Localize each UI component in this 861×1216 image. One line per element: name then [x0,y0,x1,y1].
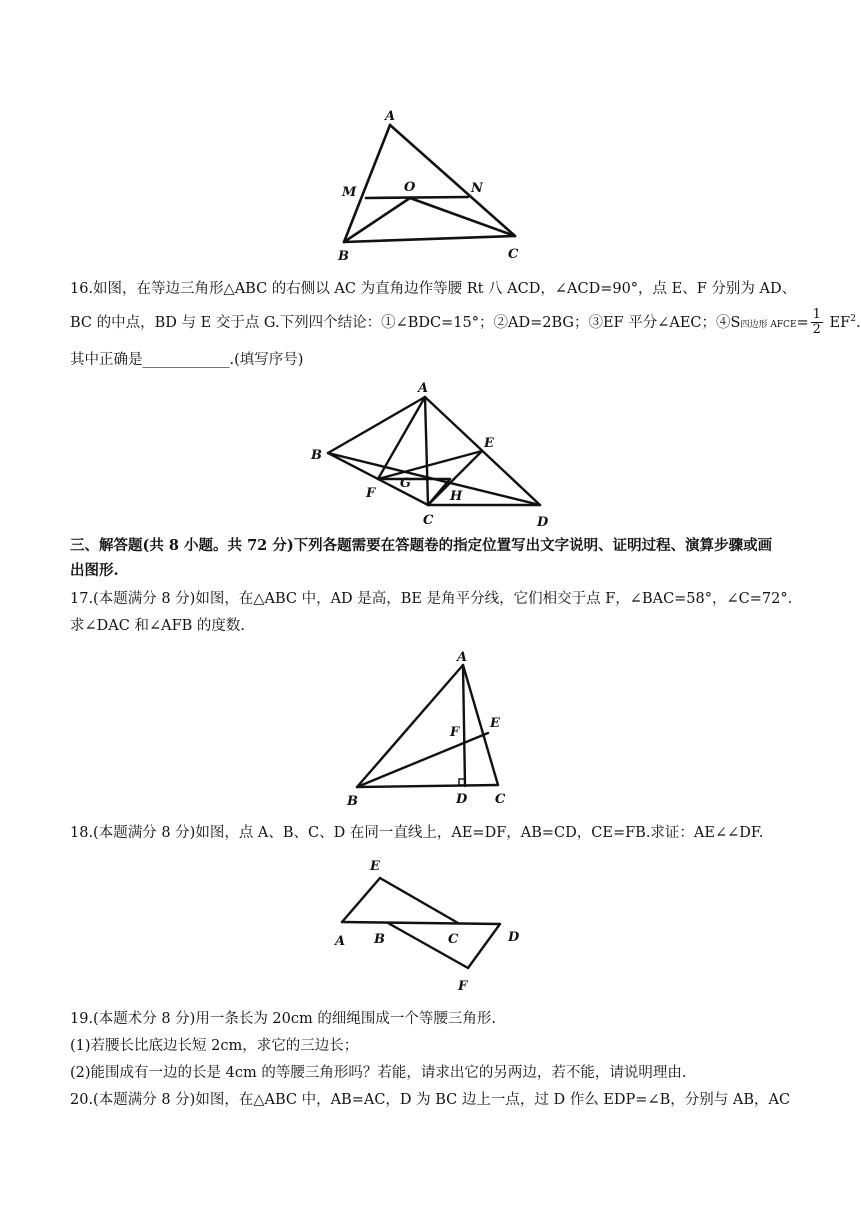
label-a: A [457,650,468,665]
label-a: A [385,109,396,124]
figure-16 [300,375,560,530]
fraction-one-half: $\frac{1}{2}$ [812,307,821,338]
q18-line-1: 18.(本题满分 8 分)如图，点 A、B、C、D 在同一直线上，AE=DF，AB=CD，CE=FB.求证：AE∠∠DF. [70,825,764,841]
label-g: G [400,476,412,491]
q19-line-2: (1)若腰长比底边长短 2cm，求它的三边长； [70,1038,359,1054]
segment-bc [357,785,498,787]
label-m: M [342,185,357,200]
label-d: D [537,515,549,530]
label-b: B [374,932,385,947]
figure-15 [330,100,540,270]
label-d: D [456,792,468,807]
q20-line-1: 20.(本题满分 8 分)如图，在△ABC 中，AB=AC，D 为 BC 边上一点，过 D 作么 EDP=∠B，分别与 AB，AC [70,1092,791,1108]
label-c: C [495,792,506,807]
label-b: B [338,249,349,264]
section-3-heading: 三、解答题(共 8 小题。共 72 分)下列各题需要在答题卷的指定位置写出文字说明、证明过程、演算步骤或画 [70,537,773,554]
label-h: H [450,489,463,504]
label-f: F [458,979,468,994]
segment-hc [428,479,450,505]
label-d: D [508,930,520,945]
segment-ac [425,397,428,505]
label-e: E [484,436,494,451]
segment-ec [380,878,458,923]
label-a: A [418,381,429,396]
label-c: C [448,932,459,947]
q16-line-1: 16.如图，在等边三角形△ABC 的右侧以 AC 为直角边作等腰 Rt 八 ACD，∠ACD=90°，点 E、F 分别为 AD、 [70,281,797,297]
label-b: B [311,448,322,463]
segment-mn [366,197,468,198]
label-o: O [404,180,416,195]
label-c: C [508,247,519,262]
label-e: E [490,716,500,731]
q19-line-3: (2)能围成有一边的长是 4cm 的等腰三角形吗？若能，请求出它的另两边，若不能，请说明理由. [70,1065,687,1081]
label-e: E [370,859,380,874]
line-ad [342,922,500,924]
q19-line-1: 19.(本题术分 8 分)用一条长为 20cm 的细绳围成一个等腰三角形. [70,1011,496,1027]
segment-bc [344,236,515,242]
figure-17 [335,645,530,815]
label-a: A [335,934,346,949]
q17-line-2: 求∠DAC 和∠AFB 的度数. [70,618,246,634]
q16-line-2: BC 的中点，BD 与 E 交于点 G.下列四个结论：①∠BDC=15°；②AD=2BG；③EF 平分∠AEC；④S四边形 AFCE= $\frac{1}{2}$ $EF^2$. [70,307,861,338]
segment-be [357,733,488,787]
label-b: B [347,794,358,809]
q16-line-3: 其中正确是____________.(填写序号) [70,352,304,368]
label-f: F [450,725,460,740]
segment-ab [344,125,390,242]
area-subscript: 四边形 AFCE [740,319,797,330]
label-n: N [471,181,483,196]
segment-ad [463,665,465,786]
segment-fd [468,924,500,968]
label-c: C [423,513,434,528]
figure-18 [330,850,540,1000]
q17-line-1: 17.(本题满分 8 分)如图，在△ABC 中，AD 是高，BE 是角平分线，它们相交于点 F，∠BAC=58°，∠C=72°. [70,591,793,607]
segment-ab [357,665,463,787]
segment-oc [410,198,515,236]
section-3-heading-cont: 出图形. [70,562,119,579]
label-f: F [366,486,376,501]
segment-ae [342,878,380,922]
segment-ab [328,397,425,453]
